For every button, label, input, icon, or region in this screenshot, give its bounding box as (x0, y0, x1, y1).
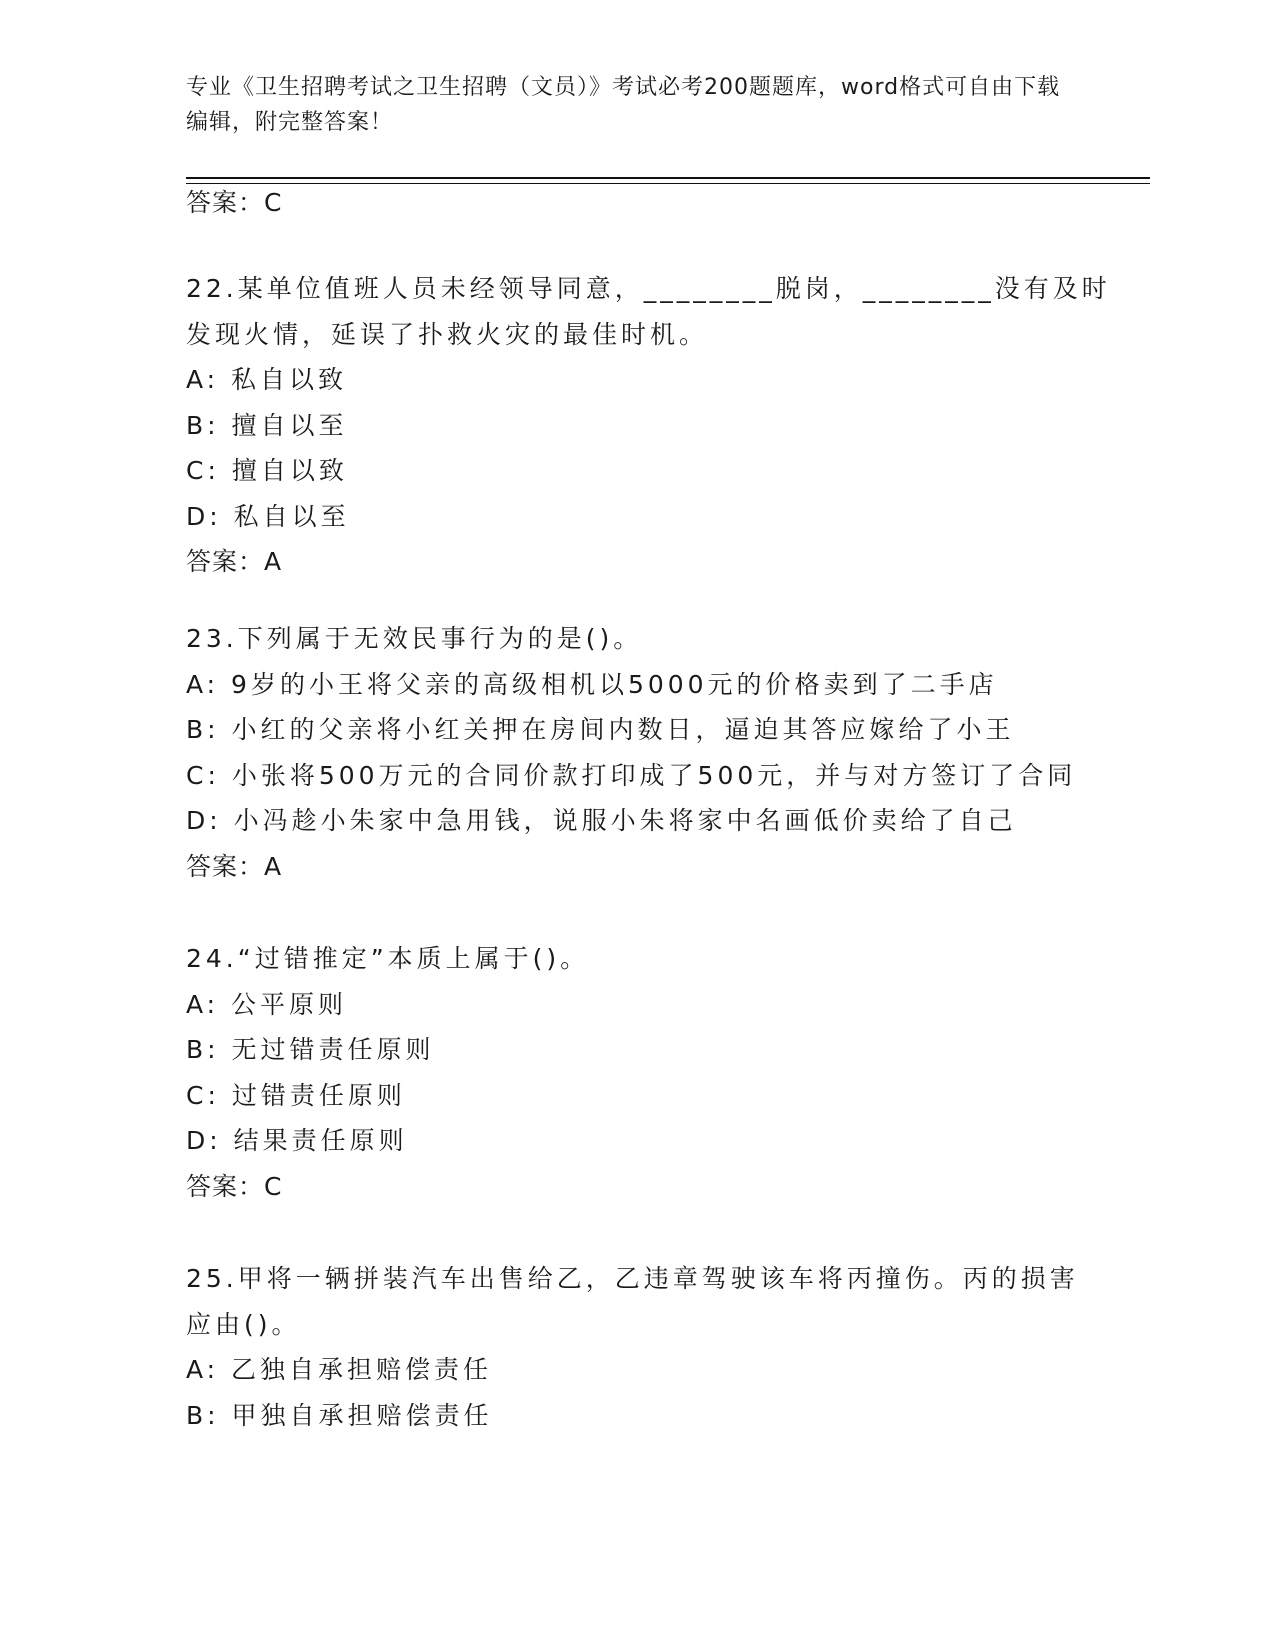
option-a: A: 公平原则 (186, 989, 348, 1019)
option-b: B: 无过错责任原则 (186, 1035, 435, 1064)
option-d: D: 小冯趁小朱家中急用钱，说服小朱将家中名画低价卖给了自己 (186, 806, 1017, 835)
option-a: A: 私自以致 (186, 365, 348, 394)
option-d: D: 私自以至 (186, 501, 350, 531)
question-stem: 24.“过错推定”本质上属于()。 (186, 944, 590, 973)
question-stem: 23.下列属于无效民事行为的是()。 (186, 624, 643, 653)
question-stem: 发现火情，延误了扑救火灾的最佳时机。 (186, 319, 709, 349)
option-b: B: 小红的父亲将小红关押在房间内数日，逼迫其答应嫁给了小王 (186, 715, 1015, 744)
option-a: A: 9岁的小王将父亲的高级相机以5000元的价格卖到了二手店 (186, 669, 998, 699)
answer-line: 答案：C (186, 188, 283, 217)
answer-line: 答案：A (186, 547, 283, 576)
option-b: B: 甲独自承担赔偿责任 (186, 1400, 493, 1430)
document-header: 专业《卫生招聘考试之卫生招聘（文员）》考试必考200题题库，word格式可自由下载编辑，附完整答案！ (186, 75, 1061, 135)
option-b: B: 擅自以至 (186, 410, 348, 440)
question-24 (186, 936, 1086, 1209)
question-25 (186, 1256, 1086, 1438)
question-stem: 应由()。 (186, 1309, 301, 1339)
option-a: A: 乙独自承担赔偿责任 (186, 1355, 493, 1384)
answer-line: 答案：A (186, 851, 283, 881)
answer-line: 答案：C (186, 1171, 283, 1201)
header-rule-thick (186, 177, 1150, 179)
previous-answer-block (186, 180, 1086, 226)
question-22 (186, 266, 1111, 585)
question-23 (186, 616, 1086, 889)
option-c: C: 小张将500万元的合同价款打印成了500元，并与对方签订了合同 (186, 760, 1077, 790)
option-d: D: 结果责任原则 (186, 1126, 408, 1155)
question-stem: 22.某单位值班人员未经领导同意，________脱岗，________没有及时 (186, 274, 1111, 303)
option-c: C: 过错责任原则 (186, 1080, 406, 1110)
option-c: C: 擅自以致 (186, 456, 348, 485)
question-stem: 25.甲将一辆拼装汽车出售给乙，乙违章驾驶该车将丙撞伤。丙的损害 (186, 1264, 1079, 1293)
